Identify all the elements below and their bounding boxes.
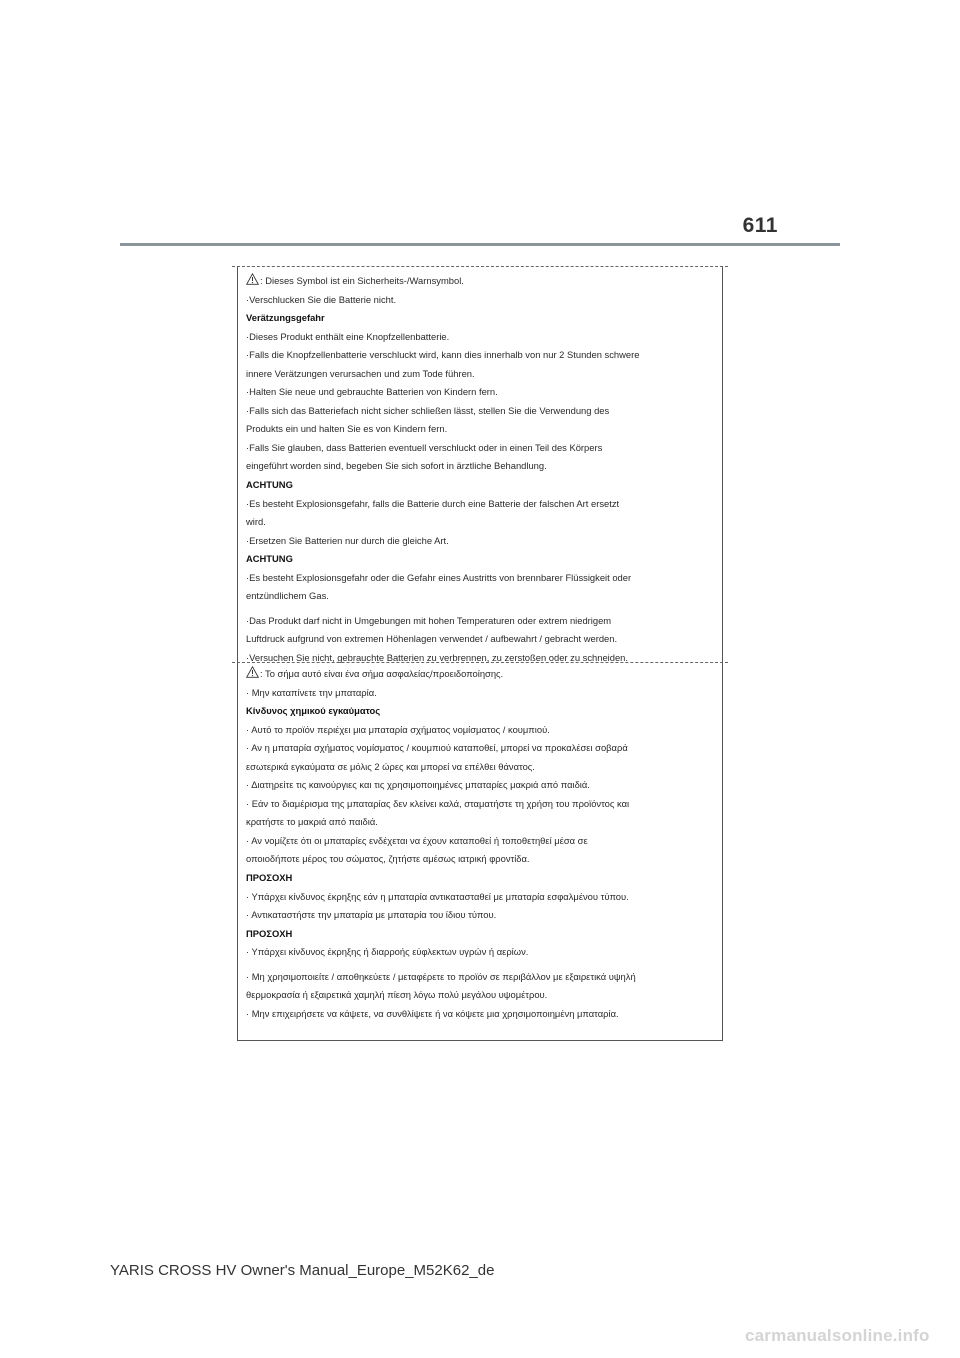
german-heading: Verätzungsgefahr [246,312,325,324]
warning-triangle-icon [246,666,259,678]
greek-heading: ΠΡΟΣΟΧΗ [246,927,293,939]
german-line: ·Das Produkt darf nicht in Umgebungen mit hohen Temperaturen oder extrem niedrigem [246,614,612,626]
greek-line: · Υπάρχει κίνδυνος έκρηξης εάν η μπαταρία αντικατασταθεί με μπαταρία εσφαλμένου τύπου. [246,890,629,902]
german-line: ·Es besteht Explosionsgefahr, falls die Batterie durch eine Batterie der falschen Art ersetzt [246,497,620,509]
german-symbol-note [246,272,716,291]
german-heading: ACHTUNG [246,553,293,565]
language-divider [232,662,728,663]
header-rule [120,243,840,246]
greek-line: · Υπάρχει κίνδυνος έκρηξης ή διαρροής εύφλεκτων υγρών ή αερίων. [246,946,529,958]
greek-warning-section [246,665,716,1023]
german-line: Produkts ein und halten Sie es von Kindern fern. [246,423,448,435]
german-line: ·Dieses Produkt enthält eine Knopfzellenbatterie. [246,330,450,342]
greek-line: · Διατηρείτε τις καινούργιες και τις χρησιμοποιημένες μπαταρίες μακριά από παιδιά. [246,779,590,791]
german-line: ·Verschlucken Sie die Batterie nicht. [246,293,397,305]
greek-line: · Εάν το διαμέρισμα της μπαταρίας δεν κλείνει καλά, σταματήστε τη χρήση του προϊόντος και [246,797,630,809]
german-line: innere Verätzungen verursachen und zum Tode führen. [246,367,475,379]
german-line: ·Falls Sie glauben, dass Batterien eventuell verschluckt oder in einen Teil des Körpers [246,441,603,453]
watermark: carmanualsonline.info [745,1326,930,1345]
warning-triangle-icon [246,273,259,285]
greek-line: οποιοδήποτε μέρος του σώματος, ζητήστε αμέσως ιατρική φροντίδα. [246,853,530,865]
greek-line: · Αυτό το προϊόν περιέχει μια μπαταρία σχήματος νομίσματος / κουμπιού. [246,723,550,735]
greek-line: · Αν νομίζετε ότι οι μπαταρίες ενδέχεται να έχουν καταποθεί ή τοποθετηθεί μέσα σε [246,834,588,846]
greek-symbol-text: : Το σήμα αυτό είναι ένα σήμα ασφαλείας/προειδοποίησης. [260,668,504,679]
german-warning-section [246,272,716,667]
german-line: ·Es besteht Explosionsgefahr oder die Gefahr eines Austritts von brennbarer Flüssigkeit oder [246,571,632,583]
greek-line: εσωτερικά εγκαύματα σε μόλις 2 ώρες και μπορεί να επέλθει θάνατος. [246,760,535,772]
greek-heading: Κίνδυνος χημικού εγκαύματος [246,705,381,717]
german-line: entzündlichem Gas. [246,590,329,602]
german-line: ·Falls sich das Batteriefach nicht sicher schließen lässt, stellen Sie die Verwendung des [246,404,610,416]
greek-line: · Μη χρησιμοποιείτε / αποθηκεύετε / μεταφέρετε το προϊόν σε περιβάλλον με εξαιρετικά υψηλή [246,970,636,982]
greek-symbol-note [246,665,716,684]
page-number: 611 [742,214,778,237]
german-line: ·Halten Sie neue und gebrauchte Batterien von Kindern fern. [246,386,498,398]
german-heading: ACHTUNG [246,479,293,491]
german-symbol-text: : Dieses Symbol ist ein Sicherheits-/Warnsymbol. [260,275,464,286]
german-line: wird. [246,516,266,528]
german-line: ·Ersetzen Sie Batterien nur durch die gleiche Art. [246,534,449,546]
scanned-warning-label [237,266,723,1041]
greek-line: θερμοκρασία ή εξαιρετικά χαμηλή πίεση λόγω πολύ μεγάλου υψομέτρου. [246,989,548,1001]
greek-line: · Αντικαταστήστε την μπαταρία με μπαταρία του ίδιου τύπου. [246,909,497,921]
german-line: ·Falls die Knopfzellenbatterie verschluckt wird, kann dies innerhalb von nur 2 Stunden schwere [246,349,640,361]
greek-line: · Μην επιχειρήσετε να κάψετε, να συνθλίψετε ή να κόψετε μια χρησιμοποιημένη μπαταρία. [246,1007,619,1019]
greek-line: · Αν η μπαταρία σχήματος νομίσματος / κουμπιού καταποθεί, μπορεί να προκαλέσει σοβαρά [246,742,628,754]
greek-line: · Μην καταπίνετε την μπαταρία. [246,686,377,698]
page-footer: YARIS CROSS HV Owner's Manual_Europe_M52K62_de [110,1262,495,1279]
german-line: ·Versuchen Sie nicht, gebrauchte Batterien zu verbrennen, zu zerstoßen oder zu schneiden. [246,651,628,663]
german-line: Luftdruck aufgrund von extremen Höhenlagen verwendet / aufbewahrt / gebracht werden. [246,633,618,645]
greek-heading: ΠΡΟΣΟΧΗ [246,872,293,884]
greek-line: κρατήστε το μακριά από παιδιά. [246,816,378,828]
german-line: eingeführt worden sind, begeben Sie sich sofort in ärztliche Behandlung. [246,460,547,472]
